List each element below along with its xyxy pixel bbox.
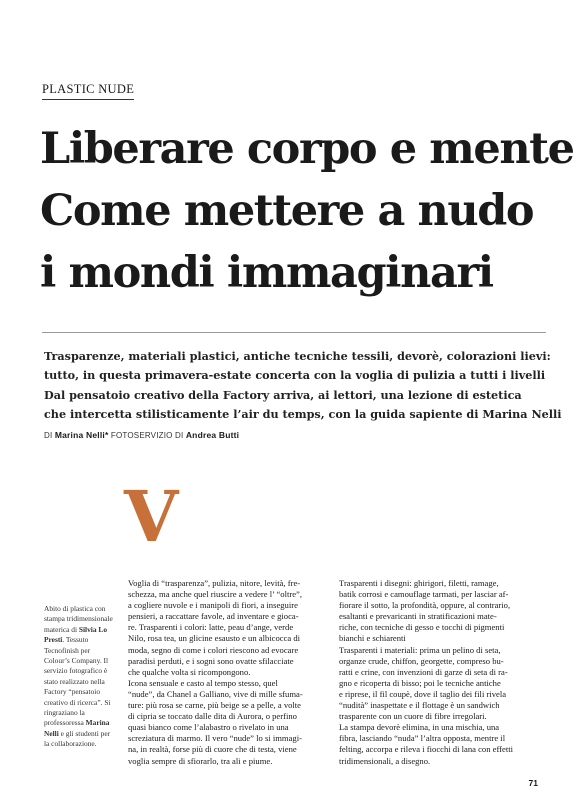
body-column-2 xyxy=(339,578,539,767)
body-line: bianchi e schiarenti xyxy=(339,633,406,644)
body-line: pensieri, a raccattare favole, ad inventare e gioca- xyxy=(128,611,299,622)
body-line: e riprese, il fil coupè, dove il taglio dei fili rivela xyxy=(339,688,507,699)
drop-cap: V xyxy=(124,475,179,558)
divider xyxy=(42,332,546,333)
headline-line: Liberare corpo e mente xyxy=(40,124,574,174)
body-line: Icona sensuale e casto al tempo stesso, quel xyxy=(128,677,278,688)
standfirst-line: tutto, in questa primavera-estate concerta con la voglia di pulizia a tutti i livelli xyxy=(44,368,546,383)
body-line: organze crude, chiffon, georgette, compreso bu- xyxy=(339,655,504,666)
body-line: screziatura di marmo. Il vero “nude” lo si immagi- xyxy=(128,733,302,744)
body-line: La stampa devorè elimina, in una mischia, una xyxy=(339,722,500,733)
body-line: ratti e crine, con invenzioni di garze di seta di ra- xyxy=(339,666,508,677)
body-line: a cogliere nuvole e i manipoli di fiori, a inseguire xyxy=(128,600,298,611)
body-line: Trasparenti i materiali: prima un pelino di seta, xyxy=(339,644,501,655)
body-line: paradisi perduti, e i sogni sono ovatte sfilacciate xyxy=(128,655,294,666)
body-line: felting, accorpa e rileva i fiocchi di lana con effetti xyxy=(339,744,514,755)
caption-professor: Marina Nelli xyxy=(44,718,110,738)
body-line: fibra, lasciando “nuda” l’altra opposta, mentre il xyxy=(339,733,506,744)
caption-text: e gli studenti per la collaborazione. xyxy=(44,728,111,749)
body-line: riche, con tecniche di gesso e tocchi di pigmenti xyxy=(339,622,505,633)
body-line: fiorare il sotto, la profondità, oppure, al contrario, xyxy=(339,600,511,611)
caption-text: . Tessuto Tecnofinish per Colour’s Company. Il servizio fotografico è stato realizzato nella Factory “pensatoio creativo di ricerca”. Si ringraziano la professoressa xyxy=(44,635,111,728)
caption-text: Abito di plastica con stampa tridimensionale materica di xyxy=(44,604,113,634)
section-kicker: PLASTIC NUDE xyxy=(42,82,134,100)
headline-line: Come mettere a nudo xyxy=(40,186,534,236)
standfirst-line: che intercetta stilisticamente l’air du temps, con la guida sapiente di Marina Nelli xyxy=(44,407,562,422)
body-line: moda, segno di come i colori riescono ad evocare xyxy=(128,644,299,655)
body-line: re. Trasparenti i colori: latte, peau d’ange, verde xyxy=(128,622,294,633)
body-line: batik corrosi e camouflage tarmati, per lasciar af- xyxy=(339,589,509,600)
caption-designer: Silvia Lo Presti xyxy=(44,624,108,645)
body-line: na, in realtà, forse più di cuore che di testa, viene xyxy=(128,744,297,755)
headline xyxy=(40,118,574,304)
body-column-1 xyxy=(128,578,328,767)
body-line: voglia sempre di sfiorarlo, tra ali e piume. xyxy=(128,755,273,766)
byline-prefix: DI xyxy=(44,431,53,440)
body-line: Voglia di “trasparenza”, pulizia, nitore, levità, fre- xyxy=(128,578,301,588)
standfirst xyxy=(44,347,562,425)
body-line: schezza, ma anche quel riuscire a vedere l’ “oltre”, xyxy=(128,589,302,600)
standfirst-line: Dal pensatoio creativo della Factory arriva, ai lettori, una lezione di estetica xyxy=(44,387,522,402)
body-line: tridimensionali, a disegno. xyxy=(339,755,431,766)
body-line: Nilo, rosa tea, un glicine esausto e un albicocca di xyxy=(128,633,301,644)
body-line: “nude”, da Chanel a Galliano, vive di mille sfuma- xyxy=(128,688,303,699)
body-line: Trasparenti i disegni: ghirigori, filetti, ramage, xyxy=(339,578,499,588)
photo-caption xyxy=(44,604,116,750)
byline xyxy=(44,430,239,440)
body-line: gno e ricoperta di bisso; poi le tecniche antiche xyxy=(339,677,501,688)
byline-photographer: Andrea Butti xyxy=(185,430,240,440)
byline-photo-label: FOTOSERVIZIO DI xyxy=(110,431,184,440)
body-line: di cipria se toccato dalle dita di Aurora, o perfino xyxy=(128,711,297,722)
page-number: 71 xyxy=(528,778,538,788)
body-line: “nudità” inaspettate e il flottage è un sandwich xyxy=(339,700,500,711)
standfirst-line: Trasparenze, materiali plastici, antiche tecniche tessili, devorè, colorazioni lievi: xyxy=(44,349,551,363)
body-line: ture: più rosa se carne, più beige se a pelle, a volte xyxy=(128,700,301,711)
body-line: esaltanti e prevaricanti in stratificazioni mate- xyxy=(339,611,497,622)
headline-line: i mondi immaginari xyxy=(40,248,493,298)
body-line: quasi bianco come l’alabastro o rivelato in una xyxy=(128,722,289,733)
body-line: trasparente con un cuore di fibre irregolari. xyxy=(339,711,487,722)
byline-author: Marina Nelli* xyxy=(54,430,109,440)
body-line: che qualche volta si ricompongono. xyxy=(128,666,251,677)
